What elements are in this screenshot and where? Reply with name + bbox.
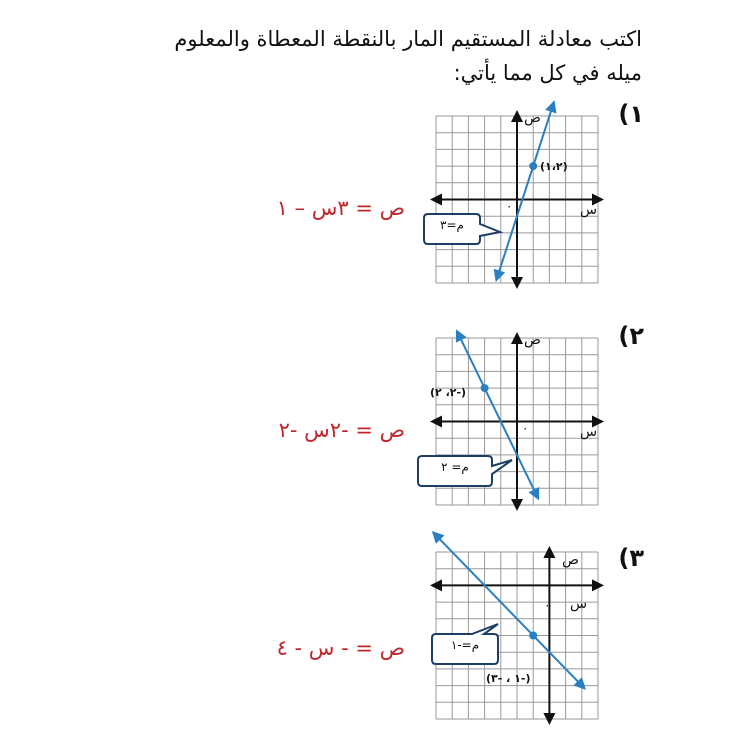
problem-2-equation: ص = -٢س -٢ [278, 418, 405, 442]
point-label: (-١ ، -٣) [486, 672, 531, 685]
problem-2-number: ٢) [618, 322, 644, 350]
given-point [481, 384, 489, 392]
problem-1-slope-callout [424, 214, 480, 240]
point-label: (-٢، ٢) [430, 386, 467, 399]
point-label: (١،٢) [540, 160, 568, 173]
origin-label: ٠ [544, 598, 551, 612]
problem-1-equation: ص = ٣س – ١ [276, 196, 405, 220]
problem-3-slope-label: م=-١ [450, 638, 480, 652]
problem-2-slope-callout [418, 456, 474, 482]
problem-3-equation: ص = - س - ٤ [276, 636, 405, 660]
given-point [529, 162, 537, 170]
instruction-text [150, 22, 642, 90]
problem-1-coordinate-plane [436, 116, 598, 283]
problem-3-slope-callout [432, 634, 488, 660]
origin-label: ٠ [506, 199, 513, 213]
y-axis-label: ص [524, 110, 541, 126]
problem-3-number: ٣) [618, 544, 644, 572]
y-axis-label: ص [562, 552, 579, 568]
instruction-line-1: اكتب معادلة المستقيم المار بالنقطة المعطاة والمعلوم [174, 27, 642, 51]
problem-1-number: ١) [618, 100, 644, 128]
problem-1-graph [436, 110, 598, 283]
problem-2-slope-label: م= ٢ [441, 460, 469, 474]
instruction-line-2: ميله في كل مما يأتي: [453, 61, 642, 85]
graph-line [498, 106, 553, 276]
problem-1-slope-label: م=٣ [440, 218, 464, 232]
x-axis-label: س [580, 202, 598, 218]
given-point [529, 632, 537, 640]
origin-label: ٠ [522, 421, 529, 435]
x-axis-label: س [570, 596, 588, 612]
x-axis-label: س [580, 424, 598, 440]
y-axis-label: ص [524, 332, 541, 348]
